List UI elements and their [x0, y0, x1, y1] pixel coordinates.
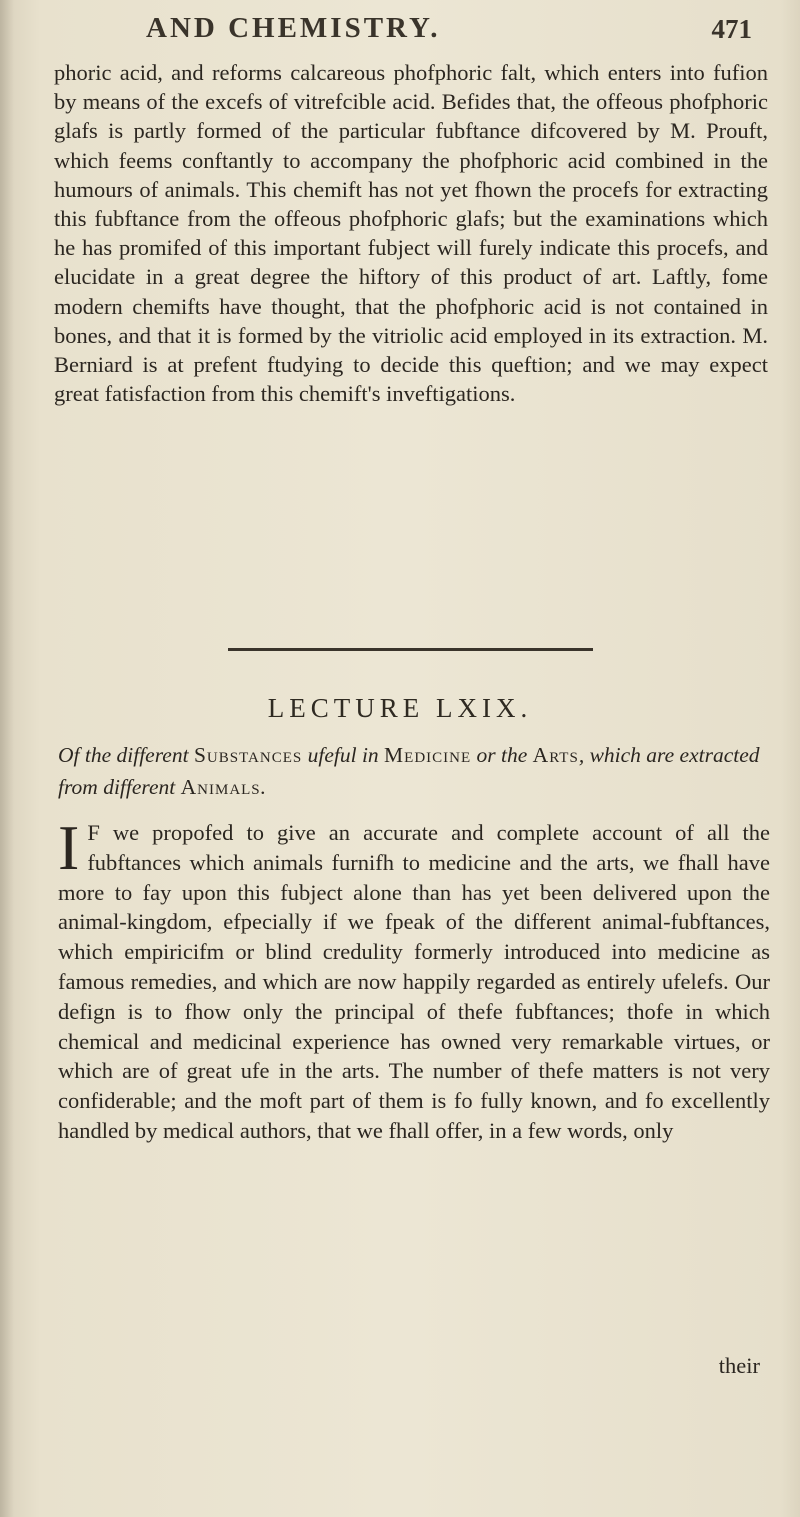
section-rule	[228, 648, 593, 651]
subtitle-smallcaps: Arts	[532, 743, 579, 767]
lecture-subtitle	[58, 739, 770, 803]
drop-cap: I	[58, 812, 80, 883]
paragraph-main-text: F we propofed to give an accurate and complete account of all the fubftances which animals furnifh to medicine and the arts, we fhall have more to fay upon this fubject alone than has yet been delivered upon the animal-kingdom, efpecially if we fpeak of the different animal-fubftances, which empiricifm or blind credulity formerly introduced into medicine as famous remedies, and which are now happily regarded as entirely ufelefs. Our defign is to fhow only the principal of thefe fubftances; thofe in which chemical and medicinal experience has owned very remarkable virtues, or which are of great ufe in the arts. The number of thefe matters is not very confiderable; and the moft part of them is fo fully known, and fo excellently handled by medical authors, that we fhall offer, in a few words, only	[58, 820, 770, 1143]
spine-shadow	[0, 0, 14, 1517]
subtitle-smallcaps: Substances	[193, 743, 303, 767]
subtitle-part: Of the different	[58, 743, 194, 767]
subtitle-smallcaps: Animals	[180, 775, 261, 799]
subtitle-part: , which are extracted from different	[58, 743, 760, 799]
lecture-title: LECTURE LXIX.	[267, 693, 533, 723]
page-number: 471	[711, 14, 752, 44]
paragraph-main	[58, 812, 770, 1146]
catchword: their	[718, 1353, 760, 1378]
subtitle-smallcaps: Medicine	[384, 743, 472, 767]
subtitle-part: .	[260, 775, 267, 799]
subtitle-part: ufeful in	[302, 743, 385, 767]
running-head	[0, 12, 800, 52]
running-head-title: AND CHEMISTRY.	[146, 12, 441, 44]
subtitle-part: or the	[471, 743, 533, 767]
paragraph-top: phoric acid, and reforms calcareous phofphoric falt, which enters into fufion by means of the excefs of vitrefcible acid. Befides that, the offeous phofphoric glafs is partly formed of the particular fubftance difcovered by M. Prouft, which feems conftantly to accompany the phofphoric acid combined in the humours of animals. This chemift has not yet fhown the procefs for extracting this fubftance from the offeous phofphoric glafs; but the examinations which he has promifed of this important fubject will furely indicate this procefs, and elucidate in a great degree the hiftory of this product of art. Laftly, fome modern chemifts have thought, that the phofphoric acid is not contained in bones, and that it is formed by the vitriolic acid employed in its extraction. M. Berniard is at prefent ftudying to decide this queftion; and we may expect great fatisfaction from this chemift's inveftigations.	[54, 60, 768, 407]
